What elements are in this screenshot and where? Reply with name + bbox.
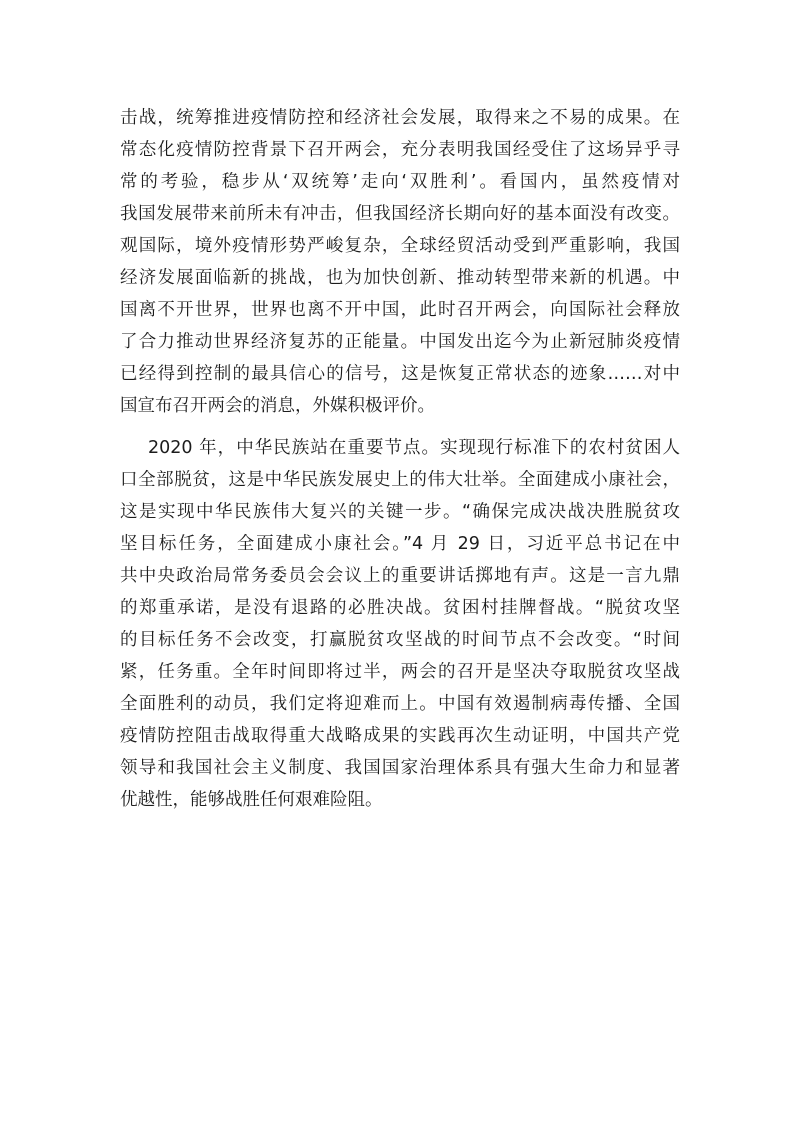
text-line: 的目标任务不会改变，打赢脱贫攻坚战的时间节点不会改变。“时间 xyxy=(120,630,680,650)
text-line: 经济发展面临新的挑战，也为加快创新、推动转型带来新的机遇。中 xyxy=(120,268,680,288)
text-line: 领导和我国社会主义制度、我国国家治理体系具有强大生命力和显著 xyxy=(120,758,680,778)
text-line: 共中央政治局常务委员会会议上的重要讲话掷地有声。这是一言九鼎 xyxy=(120,566,680,586)
text-line: 疫情防控阻击战取得重大战略成果的实践再次生动证明，中国共产党 xyxy=(120,726,680,746)
text-line: 紧，任务重。全年时间即将过半，两会的召开是坚决夺取脱贫攻坚战 xyxy=(120,662,680,682)
text-line: 击战，统筹推进疫情防控和经济社会发展，取得来之不易的成果。在 xyxy=(120,108,680,128)
text-line: 已经得到控制的最具信心的信号，这是恢复正常状态的迹象……对中 xyxy=(120,364,680,384)
text-line: 2020 年，中华民族站在重要节点。实现现行标准下的农村贫困人 xyxy=(148,438,680,458)
text-line: 我国发展带来前所未有冲击，但我国经济长期向好的基本面没有改变。 xyxy=(120,204,680,224)
paragraph-2 xyxy=(120,432,680,816)
text-line: 的郑重承诺，是没有退路的必胜决战。贫困村挂牌督战。“脱贫攻坚 xyxy=(120,598,680,618)
text-line: 常态化疫情防控背景下召开两会，充分表明我国经受住了这场异乎寻 xyxy=(120,140,680,160)
text-line: 坚目标任务，全面建成小康社会。”4 月 29 日，习近平总书记在中 xyxy=(120,534,680,554)
paragraph-1 xyxy=(120,102,680,422)
text-line: 优越性，能够战胜任何艰难险阻。 xyxy=(120,790,383,810)
text-line: 全面胜利的动员，我们定将迎难而上。中国有效遏制病毒传播、全国 xyxy=(120,694,680,714)
text-line: 这是实现中华民族伟大复兴的关键一步。“确保完成决战决胜脱贫攻 xyxy=(120,502,680,522)
document-body xyxy=(120,102,680,816)
text-line: 口全部脱贫，这是中华民族发展史上的伟大壮举。全面建成小康社会， xyxy=(120,470,680,490)
text-line: 国宣布召开两会的消息，外媒积极评价。 xyxy=(120,396,435,416)
text-line: 了合力推动世界经济复苏的正能量。中国发出迄今为止新冠肺炎疫情 xyxy=(120,332,680,352)
text-line: 观国际，境外疫情形势严峻复杂，全球经贸活动受到严重影响，我国 xyxy=(120,236,680,256)
text-line: 国离不开世界，世界也离不开中国，此时召开两会，向国际社会释放 xyxy=(120,300,680,320)
text-line: 常的考验，稳步从‘双统筹’走向‘双胜利’。看国内，虽然疫情对 xyxy=(120,172,680,192)
